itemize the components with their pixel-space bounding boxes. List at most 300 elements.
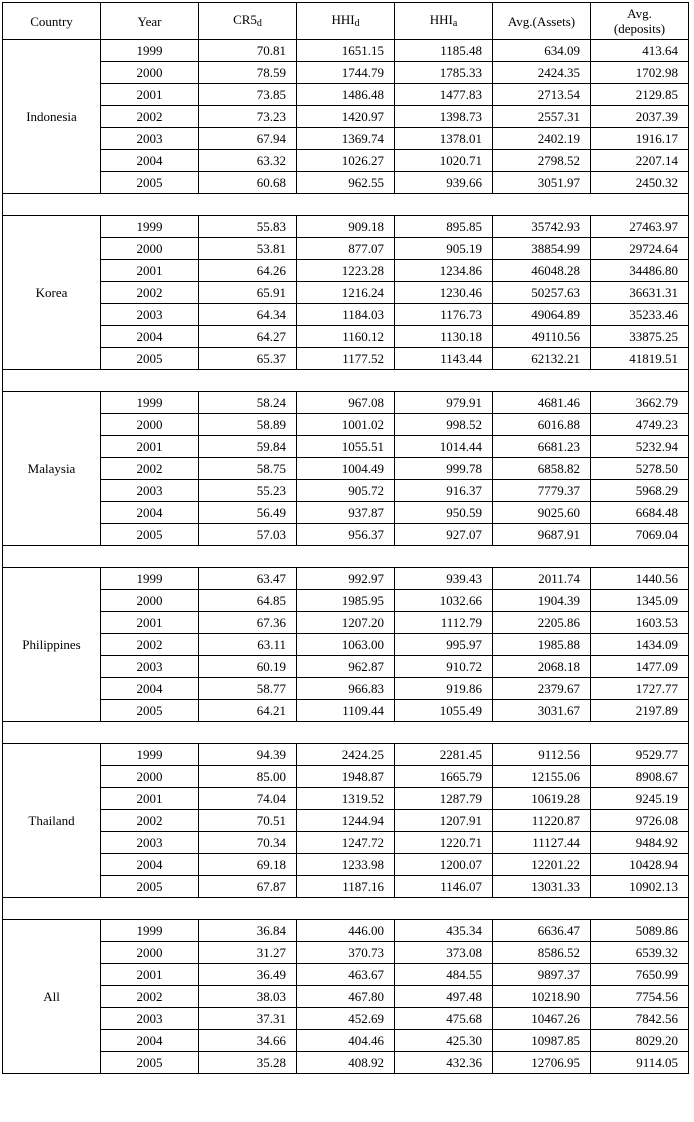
hhid-cell: 962.87 [297, 656, 395, 678]
table-row [3, 62, 689, 84]
hhid-cell: 1369.74 [297, 128, 395, 150]
year-cell: 1999 [101, 744, 199, 766]
year-cell: 2004 [101, 678, 199, 700]
table-row [3, 392, 689, 414]
cr5d-cell: 70.51 [199, 810, 297, 832]
country-cell: Korea [3, 216, 101, 370]
cr5d-cell: 63.11 [199, 634, 297, 656]
hhid-cell: 1247.72 [297, 832, 395, 854]
avg-deposits-cell: 5968.29 [591, 480, 689, 502]
avg-assets-cell: 9112.56 [493, 744, 591, 766]
avg-deposits-cell: 1702.98 [591, 62, 689, 84]
header-cr5d-base: CR5 [233, 11, 257, 27]
hhid-cell: 467.80 [297, 986, 395, 1008]
hhia-cell: 1130.18 [395, 326, 493, 348]
avg-assets-cell: 7779.37 [493, 480, 591, 502]
hhia-cell: 995.97 [395, 634, 493, 656]
table-row [3, 172, 689, 194]
avg-deposits-cell: 1603.53 [591, 612, 689, 634]
avg-assets-cell: 6016.88 [493, 414, 591, 436]
avg-deposits-cell: 41819.51 [591, 348, 689, 370]
cr5d-cell: 70.81 [199, 40, 297, 62]
cr5d-cell: 56.49 [199, 502, 297, 524]
header-hhia-sub: a [452, 17, 458, 29]
hhia-cell: 998.52 [395, 414, 493, 436]
avg-assets-cell: 10218.90 [493, 986, 591, 1008]
hhia-cell: 999.78 [395, 458, 493, 480]
header-country: Country [3, 3, 101, 40]
avg-assets-cell: 3051.97 [493, 172, 591, 194]
hhia-cell: 425.30 [395, 1030, 493, 1052]
table-row [3, 832, 689, 854]
hhid-cell: 1948.87 [297, 766, 395, 788]
hhid-cell: 966.83 [297, 678, 395, 700]
table-row [3, 810, 689, 832]
hhid-cell: 1744.79 [297, 62, 395, 84]
avg-assets-cell: 6858.82 [493, 458, 591, 480]
hhia-cell: 939.43 [395, 568, 493, 590]
avg-deposits-cell: 7754.56 [591, 986, 689, 1008]
separator-cell [3, 194, 689, 216]
avg-assets-cell: 2557.31 [493, 106, 591, 128]
avg-assets-cell: 2798.52 [493, 150, 591, 172]
table-row [3, 40, 689, 62]
avg-deposits-cell: 1345.09 [591, 590, 689, 612]
avg-assets-cell: 9025.60 [493, 502, 591, 524]
avg-deposits-cell: 8908.67 [591, 766, 689, 788]
hhid-cell: 877.07 [297, 238, 395, 260]
avg-assets-cell: 10987.85 [493, 1030, 591, 1052]
hhid-cell: 463.67 [297, 964, 395, 986]
group-separator-row [3, 722, 689, 744]
hhia-cell: 1055.49 [395, 700, 493, 722]
hhia-cell: 927.07 [395, 524, 493, 546]
cr5d-cell: 36.84 [199, 920, 297, 942]
avg-assets-cell: 11127.44 [493, 832, 591, 854]
avg-deposits-cell: 36631.31 [591, 282, 689, 304]
hhid-cell: 1177.52 [297, 348, 395, 370]
year-cell: 2002 [101, 458, 199, 480]
year-cell: 2001 [101, 84, 199, 106]
avg-deposits-cell: 27463.97 [591, 216, 689, 238]
year-cell: 2005 [101, 876, 199, 898]
year-cell: 2000 [101, 62, 199, 84]
year-cell: 2003 [101, 832, 199, 854]
header-avg-deposits-line1: Avg. [627, 6, 652, 21]
hhia-cell: 895.85 [395, 216, 493, 238]
table-row [3, 876, 689, 898]
hhia-cell: 1234.86 [395, 260, 493, 282]
year-cell: 2005 [101, 700, 199, 722]
hhia-cell: 1143.44 [395, 348, 493, 370]
year-cell: 2001 [101, 436, 199, 458]
avg-deposits-cell: 2207.14 [591, 150, 689, 172]
avg-deposits-cell: 9114.05 [591, 1052, 689, 1074]
hhia-cell: 950.59 [395, 502, 493, 524]
hhia-cell: 1287.79 [395, 788, 493, 810]
table-body [3, 40, 689, 1074]
cr5d-cell: 58.77 [199, 678, 297, 700]
avg-assets-cell: 3031.67 [493, 700, 591, 722]
avg-assets-cell: 1904.39 [493, 590, 591, 612]
table-row [3, 854, 689, 876]
hhia-cell: 1378.01 [395, 128, 493, 150]
year-cell: 1999 [101, 392, 199, 414]
avg-deposits-cell: 1916.17 [591, 128, 689, 150]
group-separator-row [3, 370, 689, 392]
year-cell: 2002 [101, 282, 199, 304]
avg-deposits-cell: 8029.20 [591, 1030, 689, 1052]
cr5d-cell: 74.04 [199, 788, 297, 810]
avg-deposits-cell: 2129.85 [591, 84, 689, 106]
avg-assets-cell: 4681.46 [493, 392, 591, 414]
cr5d-cell: 65.37 [199, 348, 297, 370]
cr5d-cell: 55.23 [199, 480, 297, 502]
table-row [3, 656, 689, 678]
year-cell: 2000 [101, 766, 199, 788]
avg-assets-cell: 2402.19 [493, 128, 591, 150]
table-row [3, 920, 689, 942]
hhid-cell: 1216.24 [297, 282, 395, 304]
year-cell: 2001 [101, 260, 199, 282]
hhia-cell: 1785.33 [395, 62, 493, 84]
year-cell: 2000 [101, 414, 199, 436]
avg-assets-cell: 13031.33 [493, 876, 591, 898]
hhia-cell: 1477.83 [395, 84, 493, 106]
cr5d-cell: 67.87 [199, 876, 297, 898]
cr5d-cell: 94.39 [199, 744, 297, 766]
hhid-cell: 1063.00 [297, 634, 395, 656]
avg-deposits-cell: 6539.32 [591, 942, 689, 964]
cr5d-cell: 55.83 [199, 216, 297, 238]
hhid-cell: 408.92 [297, 1052, 395, 1074]
cr5d-cell: 70.34 [199, 832, 297, 854]
year-cell: 2001 [101, 964, 199, 986]
avg-deposits-cell: 10428.94 [591, 854, 689, 876]
hhia-cell: 2281.45 [395, 744, 493, 766]
hhia-cell: 939.66 [395, 172, 493, 194]
avg-deposits-cell: 7069.04 [591, 524, 689, 546]
avg-assets-cell: 6636.47 [493, 920, 591, 942]
header-hhid-base: HHI [331, 11, 355, 27]
header-avg-deposits [591, 3, 689, 40]
hhia-cell: 916.37 [395, 480, 493, 502]
group-separator-row [3, 546, 689, 568]
hhid-cell: 446.00 [297, 920, 395, 942]
table-row [3, 106, 689, 128]
avg-assets-cell: 2011.74 [493, 568, 591, 590]
cr5d-cell: 58.75 [199, 458, 297, 480]
cr5d-cell: 53.81 [199, 238, 297, 260]
cr5d-cell: 58.24 [199, 392, 297, 414]
table-row [3, 634, 689, 656]
avg-deposits-cell: 9245.19 [591, 788, 689, 810]
hhid-cell: 2424.25 [297, 744, 395, 766]
separator-cell [3, 546, 689, 568]
avg-assets-cell: 50257.63 [493, 282, 591, 304]
hhia-cell: 1020.71 [395, 150, 493, 172]
cr5d-cell: 69.18 [199, 854, 297, 876]
avg-deposits-cell: 10902.13 [591, 876, 689, 898]
hhid-cell: 1001.02 [297, 414, 395, 436]
avg-assets-cell: 2068.18 [493, 656, 591, 678]
country-cell: Indonesia [3, 40, 101, 194]
year-cell: 2002 [101, 106, 199, 128]
table-row [3, 150, 689, 172]
avg-assets-cell: 12706.95 [493, 1052, 591, 1074]
hhid-cell: 1223.28 [297, 260, 395, 282]
avg-deposits-cell: 35233.46 [591, 304, 689, 326]
table-row [3, 744, 689, 766]
year-cell: 2003 [101, 1008, 199, 1030]
hhid-cell: 962.55 [297, 172, 395, 194]
avg-deposits-cell: 1440.56 [591, 568, 689, 590]
hhid-cell: 1109.44 [297, 700, 395, 722]
avg-deposits-cell: 6684.48 [591, 502, 689, 524]
hhia-cell: 475.68 [395, 1008, 493, 1030]
avg-assets-cell: 62132.21 [493, 348, 591, 370]
hhia-cell: 1200.07 [395, 854, 493, 876]
country-cell: Malaysia [3, 392, 101, 546]
avg-assets-cell: 1985.88 [493, 634, 591, 656]
hhia-cell: 1207.91 [395, 810, 493, 832]
avg-assets-cell: 9687.91 [493, 524, 591, 546]
avg-deposits-cell: 413.64 [591, 40, 689, 62]
hhid-cell: 1233.98 [297, 854, 395, 876]
hhia-cell: 1185.48 [395, 40, 493, 62]
group-separator-row [3, 898, 689, 920]
hhia-cell: 905.19 [395, 238, 493, 260]
country-cell: All [3, 920, 101, 1074]
year-cell: 1999 [101, 920, 199, 942]
header-year: Year [101, 3, 199, 40]
avg-deposits-cell: 2197.89 [591, 700, 689, 722]
table-row [3, 1030, 689, 1052]
header-cr5d [199, 3, 297, 40]
avg-assets-cell: 38854.99 [493, 238, 591, 260]
cr5d-cell: 34.66 [199, 1030, 297, 1052]
cr5d-cell: 64.26 [199, 260, 297, 282]
table-row [3, 128, 689, 150]
header-hhid [297, 3, 395, 40]
cr5d-cell: 57.03 [199, 524, 297, 546]
year-cell: 2002 [101, 810, 199, 832]
separator-cell [3, 722, 689, 744]
hhid-cell: 1651.15 [297, 40, 395, 62]
avg-deposits-cell: 2450.32 [591, 172, 689, 194]
table-row [3, 612, 689, 634]
year-cell: 2000 [101, 590, 199, 612]
hhia-cell: 1176.73 [395, 304, 493, 326]
separator-cell [3, 370, 689, 392]
hhia-cell: 373.08 [395, 942, 493, 964]
hhid-cell: 404.46 [297, 1030, 395, 1052]
table-row [3, 436, 689, 458]
table-row [3, 480, 689, 502]
year-cell: 2005 [101, 348, 199, 370]
avg-assets-cell: 49064.89 [493, 304, 591, 326]
year-cell: 2003 [101, 480, 199, 502]
table-row [3, 678, 689, 700]
cr5d-cell: 64.27 [199, 326, 297, 348]
avg-deposits-cell: 7650.99 [591, 964, 689, 986]
cr5d-cell: 73.85 [199, 84, 297, 106]
hhia-cell: 484.55 [395, 964, 493, 986]
table-row [3, 568, 689, 590]
header-avg-deposits-line2: (deposits) [613, 21, 666, 36]
cr5d-cell: 63.32 [199, 150, 297, 172]
hhia-cell: 1014.44 [395, 436, 493, 458]
table-row [3, 282, 689, 304]
table-row [3, 766, 689, 788]
year-cell: 2004 [101, 326, 199, 348]
avg-deposits-cell: 9529.77 [591, 744, 689, 766]
avg-deposits-cell: 9484.92 [591, 832, 689, 854]
table-row [3, 590, 689, 612]
year-cell: 2003 [101, 304, 199, 326]
avg-assets-cell: 2205.86 [493, 612, 591, 634]
hhid-cell: 1160.12 [297, 326, 395, 348]
hhia-cell: 1230.46 [395, 282, 493, 304]
cr5d-cell: 85.00 [199, 766, 297, 788]
year-cell: 2002 [101, 634, 199, 656]
year-cell: 2005 [101, 524, 199, 546]
hhid-cell: 1026.27 [297, 150, 395, 172]
cr5d-cell: 31.27 [199, 942, 297, 964]
group-separator-row [3, 194, 689, 216]
avg-deposits-cell: 2037.39 [591, 106, 689, 128]
table-row [3, 348, 689, 370]
table-row [3, 1008, 689, 1030]
avg-assets-cell: 9897.37 [493, 964, 591, 986]
table-row [3, 1052, 689, 1074]
table-row [3, 788, 689, 810]
cr5d-cell: 63.47 [199, 568, 297, 590]
hhia-cell: 1398.73 [395, 106, 493, 128]
hhid-cell: 1207.20 [297, 612, 395, 634]
cr5d-cell: 64.85 [199, 590, 297, 612]
avg-assets-cell: 12201.22 [493, 854, 591, 876]
hhia-cell: 979.91 [395, 392, 493, 414]
year-cell: 2000 [101, 238, 199, 260]
cr5d-cell: 64.21 [199, 700, 297, 722]
hhid-cell: 370.73 [297, 942, 395, 964]
cr5d-cell: 59.84 [199, 436, 297, 458]
cr5d-cell: 67.36 [199, 612, 297, 634]
avg-assets-cell: 2379.67 [493, 678, 591, 700]
year-cell: 2005 [101, 1052, 199, 1074]
separator-cell [3, 898, 689, 920]
hhia-cell: 435.34 [395, 920, 493, 942]
table-row [3, 502, 689, 524]
table-row [3, 986, 689, 1008]
header-cr5d-sub: d [256, 17, 262, 29]
table-row [3, 238, 689, 260]
hhid-cell: 937.87 [297, 502, 395, 524]
avg-assets-cell: 10467.26 [493, 1008, 591, 1030]
hhid-cell: 992.97 [297, 568, 395, 590]
hhia-cell: 1112.79 [395, 612, 493, 634]
hhid-cell: 1985.95 [297, 590, 395, 612]
avg-deposits-cell: 4749.23 [591, 414, 689, 436]
avg-assets-cell: 49110.56 [493, 326, 591, 348]
year-cell: 2003 [101, 656, 199, 678]
avg-deposits-cell: 34486.80 [591, 260, 689, 282]
avg-deposits-cell: 9726.08 [591, 810, 689, 832]
year-cell: 2001 [101, 788, 199, 810]
year-cell: 2004 [101, 1030, 199, 1052]
table-row [3, 326, 689, 348]
year-cell: 2000 [101, 942, 199, 964]
hhid-cell: 1420.97 [297, 106, 395, 128]
avg-deposits-cell: 3662.79 [591, 392, 689, 414]
country-cell: Thailand [3, 744, 101, 898]
table-row [3, 700, 689, 722]
avg-deposits-cell: 5232.94 [591, 436, 689, 458]
hhid-cell: 1055.51 [297, 436, 395, 458]
avg-assets-cell: 2713.54 [493, 84, 591, 106]
year-cell: 2004 [101, 150, 199, 172]
avg-deposits-cell: 33875.25 [591, 326, 689, 348]
avg-deposits-cell: 5089.86 [591, 920, 689, 942]
header-hhia [395, 3, 493, 40]
avg-assets-cell: 11220.87 [493, 810, 591, 832]
avg-deposits-cell: 1434.09 [591, 634, 689, 656]
header-hhia-base: HHI [429, 11, 453, 27]
table-row [3, 458, 689, 480]
avg-deposits-cell: 1727.77 [591, 678, 689, 700]
hhia-cell: 1220.71 [395, 832, 493, 854]
cr5d-cell: 67.94 [199, 128, 297, 150]
table-row [3, 216, 689, 238]
header-row [3, 3, 689, 40]
cr5d-cell: 60.68 [199, 172, 297, 194]
avg-deposits-cell: 29724.64 [591, 238, 689, 260]
hhid-cell: 1004.49 [297, 458, 395, 480]
table-row [3, 84, 689, 106]
hhid-cell: 967.08 [297, 392, 395, 414]
year-cell: 2001 [101, 612, 199, 634]
hhia-cell: 1146.07 [395, 876, 493, 898]
avg-assets-cell: 2424.35 [493, 62, 591, 84]
cr5d-cell: 38.03 [199, 986, 297, 1008]
hhid-cell: 1187.16 [297, 876, 395, 898]
table-header [3, 3, 689, 40]
cr5d-cell: 37.31 [199, 1008, 297, 1030]
hhia-cell: 919.86 [395, 678, 493, 700]
table-row [3, 260, 689, 282]
country-cell: Philippines [3, 568, 101, 722]
avg-assets-cell: 8586.52 [493, 942, 591, 964]
avg-assets-cell: 46048.28 [493, 260, 591, 282]
avg-deposits-cell: 1477.09 [591, 656, 689, 678]
table-row [3, 964, 689, 986]
avg-assets-cell: 10619.28 [493, 788, 591, 810]
table-row [3, 304, 689, 326]
hhid-cell: 1319.52 [297, 788, 395, 810]
avg-deposits-cell: 7842.56 [591, 1008, 689, 1030]
cr5d-cell: 78.59 [199, 62, 297, 84]
hhid-cell: 1486.48 [297, 84, 395, 106]
cr5d-cell: 58.89 [199, 414, 297, 436]
cr5d-cell: 60.19 [199, 656, 297, 678]
cr5d-cell: 73.23 [199, 106, 297, 128]
year-cell: 2002 [101, 986, 199, 1008]
hhid-cell: 905.72 [297, 480, 395, 502]
year-cell: 1999 [101, 216, 199, 238]
cr5d-cell: 65.91 [199, 282, 297, 304]
hhia-cell: 1665.79 [395, 766, 493, 788]
